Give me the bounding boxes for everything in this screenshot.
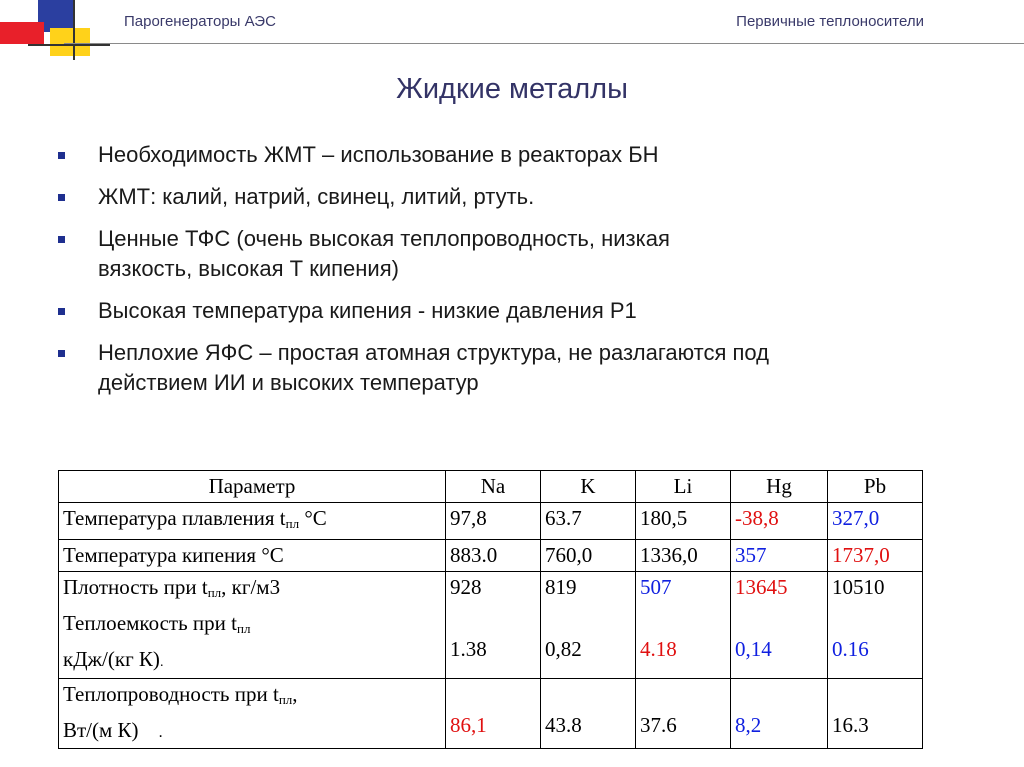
- bullet-item: [58, 338, 988, 398]
- bullet-item: [58, 224, 988, 284]
- cell-na: 928 1.38: [446, 572, 541, 679]
- logo-decoration: [0, 0, 110, 60]
- bullet-square-icon: [58, 152, 65, 159]
- header-divider: [64, 43, 1024, 44]
- header-hg: Hg: [731, 471, 828, 503]
- bullet-text-continued: вязкость, высокая Т кипения): [98, 256, 399, 281]
- header-pb: Pb: [828, 471, 923, 503]
- cell-hg: -38,8: [731, 503, 828, 540]
- logo-horizontal-line: [28, 44, 110, 46]
- cell-li: 1336,0: [636, 540, 731, 572]
- table-row-thermal-conductivity: [59, 679, 923, 749]
- cell-k: 63.7: [541, 503, 636, 540]
- table-row-density-heatcap: [59, 572, 923, 679]
- cell-k: 819 0,82: [541, 572, 636, 679]
- bullet-square-icon: [58, 236, 65, 243]
- bullet-square-icon: [58, 308, 65, 315]
- cell-li: 180,5: [636, 503, 731, 540]
- table-row-melting-point: [59, 503, 923, 540]
- cell-pb: 10510 0.16: [828, 572, 923, 679]
- table-row-boiling-point: [59, 540, 923, 572]
- cell-na: 86,1: [446, 679, 541, 749]
- cell-k: 43.8: [541, 679, 636, 749]
- bullet-text: Высокая температура кипения - низкие давления Р1: [98, 298, 637, 323]
- slide-title: Жидкие металлы: [396, 73, 628, 105]
- header-li: Li: [636, 471, 731, 503]
- bullet-item: [58, 182, 988, 212]
- bullet-square-icon: [58, 350, 65, 357]
- bullet-item: [58, 296, 988, 326]
- cell-na: 883.0: [446, 540, 541, 572]
- cell-li: 507 4.18: [636, 572, 731, 679]
- row-label: Плотность при $t_{пл}$, кг/м3 Теплоемкость при $t_{пл}$ кДж/(кг К).: [59, 572, 446, 679]
- header-parameter: Параметр: [59, 471, 446, 503]
- cell-hg: 357: [731, 540, 828, 572]
- row-label: Температура плавления $t_{пл}$ °С: [59, 503, 446, 540]
- bullet-text: Необходимость ЖМТ – использование в реакторах БН: [98, 142, 659, 167]
- cell-hg: 13645 0,14: [731, 572, 828, 679]
- cell-k: 760,0: [541, 540, 636, 572]
- bullet-square-icon: [58, 194, 65, 201]
- bullet-text: Неплохие ЯФС – простая атомная структура, не разлагаются под: [98, 340, 770, 365]
- bullet-text: ЖМТ: калий, натрий, свинец, литий, ртуть.: [98, 184, 535, 209]
- logo-yellow-square: [50, 28, 90, 56]
- cell-pb: 1737,0: [828, 540, 923, 572]
- row-label: Теплопроводность при $t_{пл}$, Вт/(м К) .: [59, 679, 446, 749]
- cell-li: 37.6: [636, 679, 731, 749]
- row-label: Температура кипения °С: [59, 540, 446, 572]
- liquid-metals-table: [58, 470, 923, 749]
- cell-pb: 16.3: [828, 679, 923, 749]
- cell-hg: 8,2: [731, 679, 828, 749]
- logo-red-square: [0, 22, 44, 44]
- header-course-title: Парогенераторы АЭС: [124, 13, 276, 30]
- bullet-list: [58, 140, 988, 410]
- bullet-text-continued: действием ИИ и высоких температур: [98, 370, 479, 395]
- cell-na: 97,8: [446, 503, 541, 540]
- bullet-text: Ценные ТФС (очень высокая теплопроводность, низкая: [98, 226, 670, 251]
- table-header-row: [59, 471, 923, 503]
- cell-pb: 327,0: [828, 503, 923, 540]
- header-section-title: Первичные теплоносители: [736, 13, 924, 30]
- logo-vertical-line: [73, 0, 75, 60]
- header-k: K: [541, 471, 636, 503]
- header-na: Na: [446, 471, 541, 503]
- bullet-item: [58, 140, 988, 170]
